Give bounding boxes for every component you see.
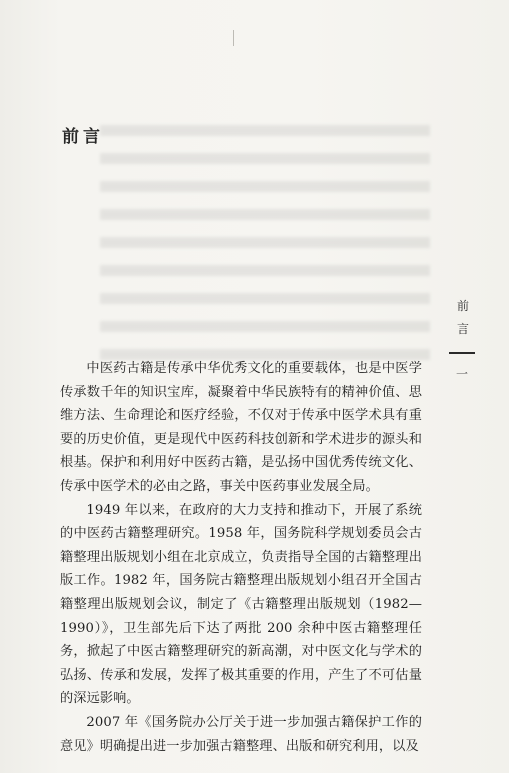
paragraph-3: 2007 年《国务院办公厅关于进一步加强古籍保护工作的意见》明确提出进一步加强古籍整理、出版和研究利用，以及 bbox=[60, 714, 422, 754]
body-text bbox=[60, 357, 422, 758]
paragraph-2: 1949 年以来，在政府的大力支持和推动下，开展了系统的中医药古籍整理研究。1958 年，国务院科学规划委员会古籍整理出版规划小组在北京成立，负责指导全国的古籍整理出版工作。1982 年，国务院古籍整理出版规划小组召开全国古籍整理出版规划会议，制定了《古籍整理出版规划（1982—1990）》，卫生部先后下达了两批 200 余种中医古籍整理任务，掀起了中医古籍整理研究的新高潮，对中医文化与学术的弘扬、传承和发展，发挥了极其重要的作用，产生了不可估量的深远影响。 bbox=[60, 502, 422, 707]
margin-tab-char-2: 言 bbox=[456, 322, 469, 336]
margin-tab-char-1: 前 bbox=[456, 299, 469, 313]
paragraph-1: 中医药古籍是传承中华优秀文化的重要载体，也是中医学传承数千年的知识宝库，凝聚着中华民族特有的精神价值、思维方法、生命理论和医疗经验，不仅对于传承中医学术具有重要的历史价值，更是现代中医药科技创新和学术进步的源头和根基。保护和利用好中医药古籍，是弘扬中国优秀传统文化、传承中医学术的必由之路，事关中医药事业发展全局。 bbox=[60, 361, 422, 494]
chapter-title: 前言 bbox=[62, 127, 104, 147]
margin-section-tab bbox=[449, 295, 477, 341]
margin-rule bbox=[449, 352, 475, 354]
show-through-shadow bbox=[100, 118, 430, 373]
page-number: 一 bbox=[455, 367, 468, 381]
fold-mark bbox=[233, 30, 234, 46]
